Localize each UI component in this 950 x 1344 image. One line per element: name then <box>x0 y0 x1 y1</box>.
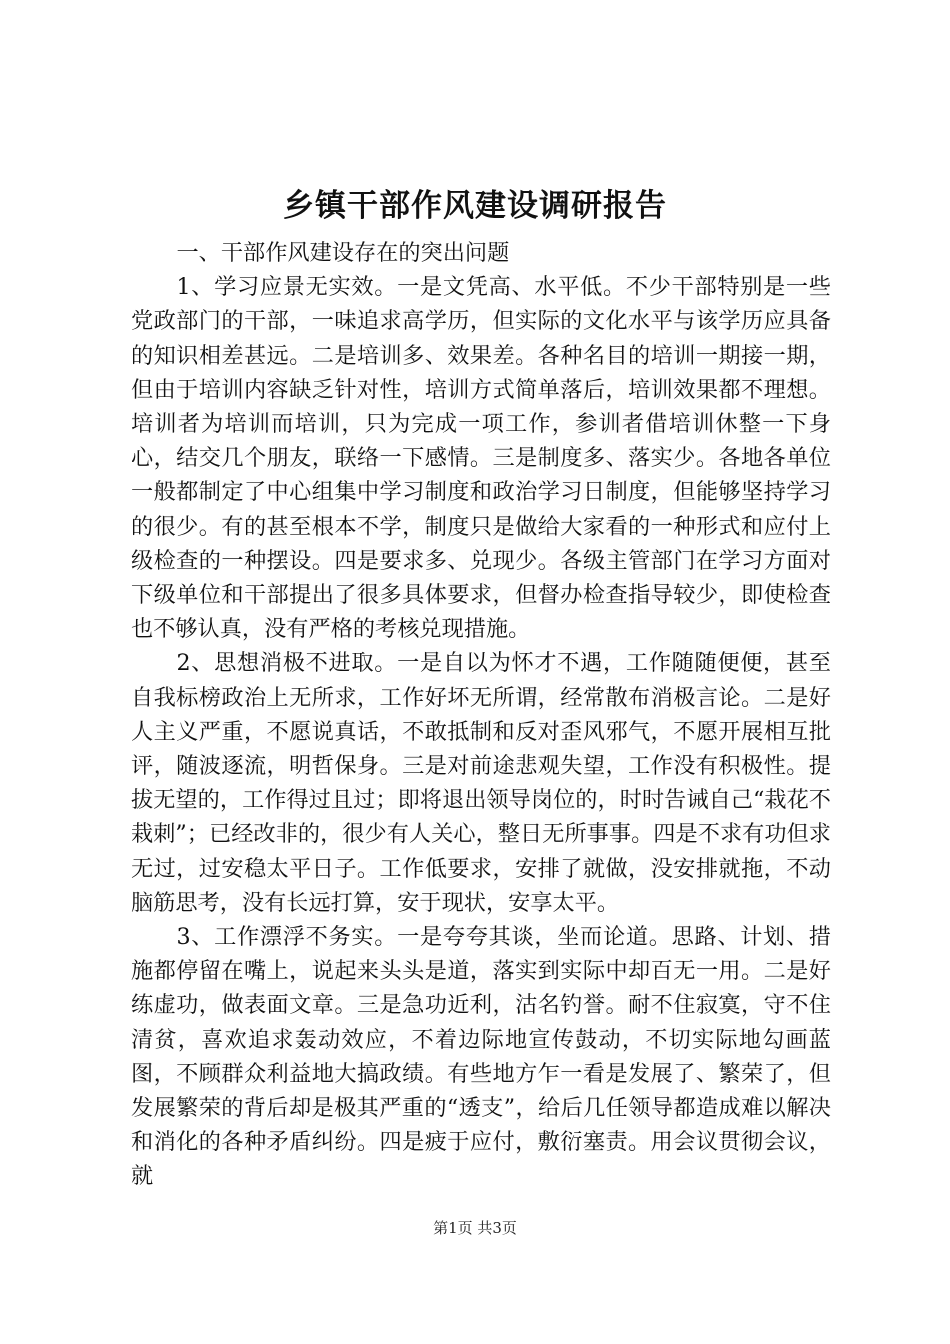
paragraph-study: 1、学习应景无实效。一是文凭高、水平低。不少干部特别是一些党政部门的干部，一味追求高学历，但实际的文化水平与该学历应具备的知识相差甚远。二是培训多、效果差。各种名目的培训一期接一期，但由于培训内容缺乏针对性，培训方式简单落后，培训效果都不理想。培训者为培训而培训，只为完成一项工作，参训者借培训休整一下身心，结交几个朋友，联络一下感情。三是制度多、落实少。各地各单位一般都制定了中心组集中学习制度和政治学习日制度，但能够坚持学习的很少。有的甚至根本不学，制度只是做给大家看的一种形式和应付上级检查的一种摆设。四是要求多、兑现少。各级主管部门在学习方面对下级单位和干部提出了很多具体要求，但督办检查指导较少，即使检查也不够认真，没有严格的考核兑现措施。 <box>131 274 831 643</box>
page-number-footer: 第1页 共3页 <box>433 1219 517 1237</box>
document-title: 乡镇干部作风建设调研报告 <box>283 188 667 224</box>
section-heading: 一、干部作风建设存在的突出问题 <box>176 240 510 266</box>
paragraph-work: 3、工作漂浮不务实。一是夸夸其谈，坐而论道。思路、计划、措施都停留在嘴上，说起来头头是道，落实到实际中却百无一用。二是好练虚功，做表面文章。三是急功近利，沽名钓誉。耐不住寂寞，守不住清贫，喜欢追求轰动效应，不着边际地宣传鼓动，不切实际地勾画蓝图，不顾群众利益地大搞政绩。有些地方乍一看是发展了、繁荣了，但发展繁荣的背后却是极其严重的“透支”，给后几任领导都造成难以解决和消化的各种矛盾纠纷。四是疲于应付，敷衍塞责。用会议贯彻会议，就 <box>131 924 831 1190</box>
document-body <box>131 236 831 1194</box>
paragraph-thinking: 2、思想消极不进取。一是自以为怀才不遇，工作随随便便，甚至自我标榜政治上无所求，工作好坏无所谓，经常散布消极言论。二是好人主义严重，不愿说真话，不敢抵制和反对歪风邪气，不愿开展相互批评，随波逐流，明哲保身。三是对前途悲观失望，工作没有积极性。提拔无望的，工作得过且过；即将退出领导岗位的，时时告诫自己“栽花不栽刺”；已经改非的，很少有人关心，整日无所事事。四是不求有功但求无过，过安稳太平日子。工作低要求，安排了就做，没安排就拖，不动脑筋思考，没有长远打算，安于现状，安享太平。 <box>131 650 831 916</box>
